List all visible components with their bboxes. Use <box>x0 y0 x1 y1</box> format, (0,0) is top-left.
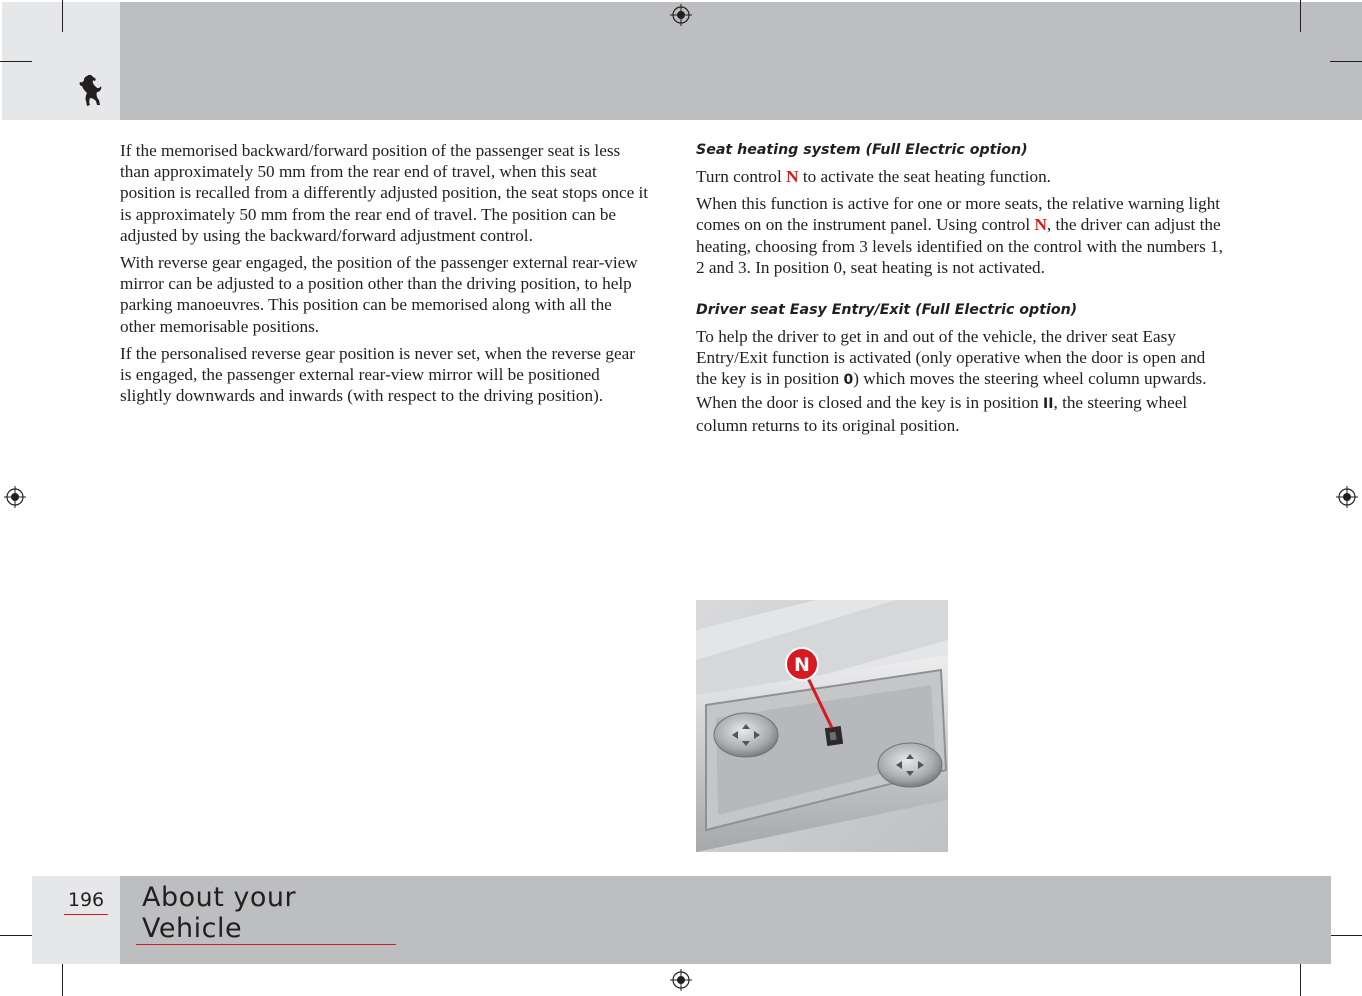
crop-mark <box>1300 0 1301 32</box>
section-heading: Driver seat Easy Entry/Exit (Full Electric option) <box>696 302 1078 319</box>
crop-mark <box>1330 935 1362 936</box>
crop-mark <box>0 935 32 936</box>
crop-mark <box>62 964 63 996</box>
crop-mark <box>62 0 63 32</box>
key-position: II <box>1043 395 1054 412</box>
callout-label: N <box>794 654 810 676</box>
crop-mark <box>1330 61 1362 62</box>
control-reference: N <box>786 167 799 186</box>
paragraph: With reverse gear engaged, the position of the passenger external rear-view mirror can be adjusted to a position other than the driving position, to help parking manoeuvres. This position can be memorised along with all the other memorisable positions. <box>120 253 638 336</box>
control-reference: N <box>1034 215 1047 235</box>
paragraph: If the memorised backward/forward position of the passenger seat is less than approximately 50 mm from the rear end of travel, when this seat position is recalled from a differently adjusted position, the seat stops once it is approximately 50 mm from the rear end of travel. The position can be adjusted by using the backward/forward adjustment control. <box>120 141 649 245</box>
header-bar <box>120 2 1362 120</box>
seat-control-photo <box>696 600 948 852</box>
crop-mark <box>1300 964 1301 996</box>
section-title: About your Vehicle <box>136 882 396 945</box>
left-column <box>120 140 650 412</box>
registration-mark-icon <box>670 969 692 991</box>
registration-mark-icon <box>4 486 26 508</box>
paragraph: If the personalised reverse gear position is never set, when the reverse gear is engaged, the passenger external rear-view mirror will be positioned slightly downwards and inwards (with respect to the driving position). <box>120 343 635 406</box>
paragraph: Turn control N to activate the seat heating function. <box>696 167 1051 186</box>
section-heading: Seat heating system (Full Electric option) <box>696 142 1028 158</box>
registration-mark-icon <box>670 4 692 26</box>
registration-mark-icon <box>1336 486 1358 508</box>
console-illustration <box>696 600 948 852</box>
crop-mark <box>0 61 32 62</box>
page-number: 196 <box>64 889 108 915</box>
paragraph: When this function is active for one or more seats, the relative warning light comes on on the instrument panel. Using control N, the driver can adjust the heating, choosing from 3 levels identified on the control with the numbers 1, 2 and 3. In position 0, seat heating is not activated. <box>696 194 1223 277</box>
right-column <box>696 140 1226 442</box>
key-position: 0 <box>843 372 854 389</box>
paragraph: To help the driver to get in and out of the vehicle, the driver seat Easy Entry/Exit function is activated (only operative when the door is open and the key is in position 0) which moves the steering wheel column upwards. When the door is closed and the key is in position II, the steering wheel column returns to its original position. <box>696 327 1207 435</box>
ferrari-prancing-horse-icon <box>78 74 104 108</box>
